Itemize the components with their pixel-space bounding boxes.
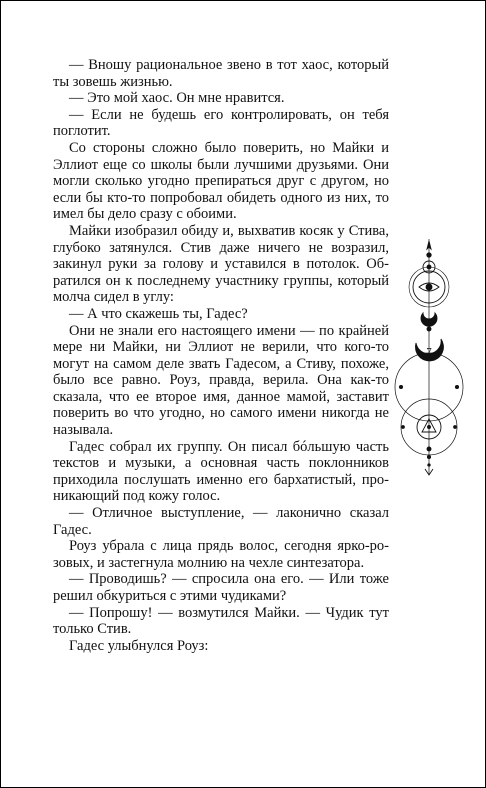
paragraph-9: — Отличное выступление, — лаконично сказал Гадес. [53, 505, 389, 538]
paragraph-8: Гадес собрал их группу. Он писал бóльшую часть текстов и музыки, а основная часть поклонников приходила послушать именно его бархатистый, проникающий под кожу голос. [53, 438, 389, 505]
paragraph-5: Майки изобразил обиду и, выхватив косяк у Стива, глубоко затянулся. Стив даже ничего не возразил, закинул руки за голову и уставился в потолок. Обратился он к последнему участнику группы, который молча сидел в углу: [53, 222, 389, 306]
paragraph-10: Роуз убрала с лица прядь волос, сегодня ярко-розовых, и застегнула молнию на чехле синтезатора. [53, 538, 389, 571]
paragraph-2: — Это мой хаос. Он мне нравится. [69, 90, 285, 107]
body-text [53, 57, 389, 654]
paragraph-4: Со стороны сложно было поверить, но Майки и Эллиот еще со школы были лучшими друзьями. Они могли сколько угодно препираться друг с другом, но если бы кто-то попробовал обидеть одного из них, то имел бы дело сразу с обоими. [53, 139, 389, 223]
paragraph-7: Они не знали его настоящего имени — по крайней мере ни Майки, ни Эллиот не верили, что кого-то могут на самом деле звать Гадесом, а Стиву, похоже, было все равно. Роуз, правда, верила. Она как-то сказала, что ее второе имя, данное мамой, заставит поверить во что угодно, но самого имени никогда не называла. [53, 322, 389, 439]
paragraph-13: Гадес улыбнулся Роуз: [69, 637, 209, 654]
paragraph-12: — Попрошу! — возмутился Майки. — Чудик тут только Стив. [53, 604, 389, 638]
celestial-ornament [389, 237, 469, 477]
paragraph-1: — Вношу рациональное звено в тот хаос, который ты зовешь жизнью. [53, 57, 389, 90]
paragraph-6: — А что скажешь ты, Гадес? [69, 305, 248, 322]
paragraph-3: — Если не будешь его контролировать, он тебя поглотит. [53, 106, 389, 140]
paragraph-11: — Проводишь? — спросила она его. — Или тоже решил обкуриться с этими чудиками? [53, 571, 389, 604]
page-number: 7 [426, 346, 432, 358]
